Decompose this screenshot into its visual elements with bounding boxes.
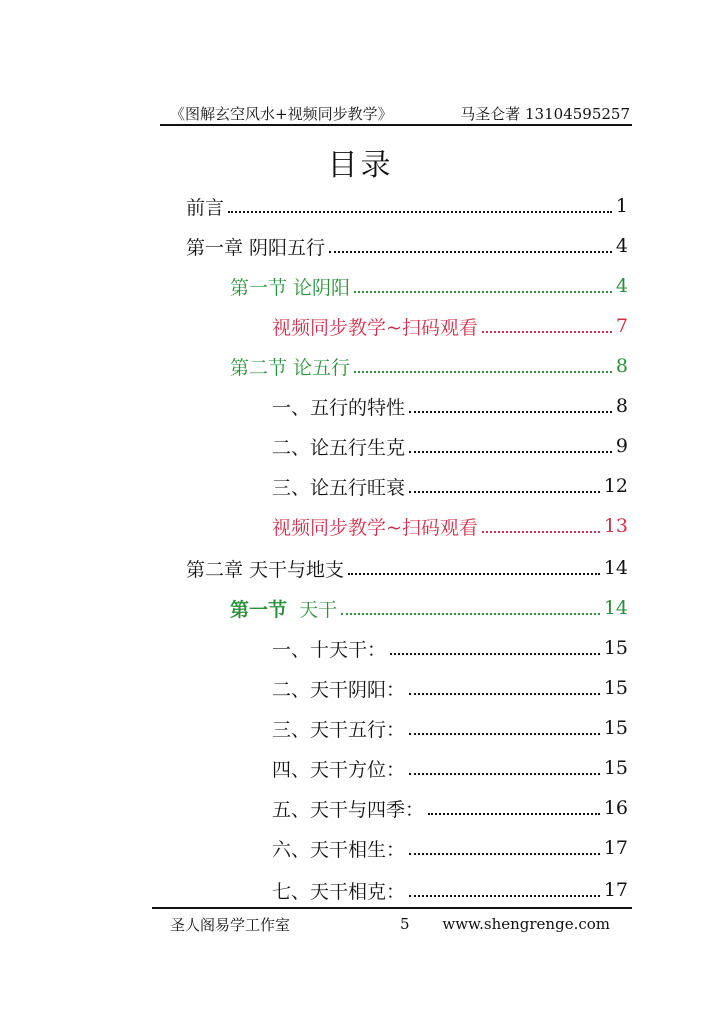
- toc-entry-page: 7: [615, 315, 628, 337]
- toc-entry-video-1[interactable]: [272, 306, 628, 346]
- toc-leader-dots: [409, 451, 612, 453]
- toc-entry-label: 一、五行的特性: [272, 396, 406, 419]
- toc-leader-dots: [409, 895, 600, 897]
- toc-leader-dots: [482, 531, 600, 533]
- toc-leader-dots: [329, 251, 612, 253]
- toc-entry-tiangan-yinyang[interactable]: [272, 668, 628, 708]
- toc-entry-page: 1: [615, 195, 628, 217]
- toc-entry-label: 七、天干相克：: [272, 880, 406, 903]
- toc-entry-page: 15: [603, 757, 628, 779]
- toc-entry-page: 8: [615, 395, 628, 417]
- toc-leader-dots: [228, 211, 612, 213]
- studio-name: 圣人阁易学工作室: [170, 915, 291, 934]
- toc-entry-label: 三、天干五行：: [272, 718, 406, 741]
- toc-leader-dots: [428, 813, 600, 815]
- toc-entry-page: 15: [603, 677, 628, 699]
- toc-entry-page: 8: [615, 355, 628, 377]
- toc-entry-label: 四、天干方位：: [272, 758, 406, 781]
- toc-entry-page: 14: [603, 557, 628, 579]
- toc-entry-label: 二、论五行生克: [272, 436, 406, 459]
- toc-entry-label: 第二节 论五行: [230, 356, 351, 379]
- toc-entry-page: 12: [603, 475, 628, 497]
- page-number: 5: [400, 915, 410, 933]
- toc-entry-label: [230, 595, 339, 622]
- toc-entry-tiangan-siji[interactable]: [272, 788, 628, 828]
- toc-entry-wuxing-shengke[interactable]: [272, 426, 628, 466]
- toc-entry-wuxing-traits[interactable]: [272, 386, 628, 426]
- toc-entry-chapter-1[interactable]: [186, 226, 628, 266]
- footer-rule: [152, 907, 632, 909]
- running-header: [170, 100, 630, 124]
- toc-entry-label: 视频同步教学~扫码观看: [272, 316, 478, 339]
- toc-entry-tiangan-fangwei[interactable]: [272, 748, 628, 788]
- running-footer: [170, 913, 610, 935]
- toc-leader-dots: [409, 411, 612, 413]
- toc-entry-page: 16: [603, 797, 628, 819]
- page-title: 目录: [327, 148, 394, 183]
- toc-entry-tiangan-wuxing[interactable]: [272, 708, 628, 748]
- toc-entry-page: 17: [603, 879, 628, 901]
- toc-leader-dots: [390, 653, 600, 655]
- toc-entry-label: 第一章 阴阳五行: [186, 236, 326, 259]
- toc-leader-dots: [482, 331, 612, 333]
- toc-entry-label: 三、论五行旺衰: [272, 476, 406, 499]
- toc-entry-label: 六、天干相生：: [272, 838, 406, 861]
- toc-leader-dots: [409, 693, 600, 695]
- toc-entry-section-tiangan[interactable]: [230, 588, 628, 628]
- toc-leader-dots: [409, 853, 600, 855]
- toc-entry-label: 五、天干与四季：: [272, 798, 425, 821]
- toc-entry-page: 13: [603, 515, 628, 537]
- toc-entry-page: 4: [615, 235, 628, 257]
- toc-entry-shitiangan[interactable]: [272, 628, 628, 668]
- toc-entry-label: 第一节 论阴阳: [230, 276, 351, 299]
- toc-entry-label: 前言: [186, 196, 225, 219]
- toc-leader-dots: [354, 291, 612, 293]
- toc-entry-label: 一、十天干：: [272, 638, 387, 661]
- toc-entry-wuxing-wangshuai[interactable]: [272, 466, 628, 506]
- toc-entry-label: 第二章 天干与地支: [186, 558, 345, 581]
- toc-entry-section-yinyang[interactable]: [230, 266, 628, 306]
- toc-leader-dots: [409, 733, 600, 735]
- toc-entry-page: 15: [603, 637, 628, 659]
- website-link[interactable]: www.shengrenge.com: [442, 915, 610, 933]
- toc-entry-tiangan-xiangsheng[interactable]: [272, 828, 628, 868]
- toc-entry-page: 14: [603, 597, 628, 619]
- toc-entry-label-rest: 天干: [287, 598, 338, 621]
- toc-entry-video-2[interactable]: [272, 506, 628, 546]
- book-title: 《图解玄空风水+视频同步教学》: [170, 105, 393, 123]
- toc-entry-page: 4: [615, 275, 628, 297]
- toc-entry-tiangan-xiangke[interactable]: [272, 870, 628, 910]
- toc-leader-dots: [354, 371, 612, 373]
- toc-entry-chapter-2[interactable]: [186, 548, 628, 588]
- toc-entry-label-bold: 第一节: [230, 598, 288, 621]
- toc-entry-label: 视频同步教学~扫码观看: [272, 516, 478, 539]
- header-rule: [160, 124, 632, 126]
- toc-leader-dots: [409, 773, 600, 775]
- toc-entry-label: 二、天干阴阳：: [272, 678, 406, 701]
- toc-leader-dots: [341, 613, 600, 615]
- toc-entry-page: 9: [615, 435, 628, 457]
- toc-entry-page: 15: [603, 717, 628, 739]
- author-info: 马圣仑著 13104595257: [460, 105, 630, 123]
- toc-leader-dots: [348, 573, 600, 575]
- toc-entry-preface[interactable]: [186, 186, 628, 226]
- toc-entry-page: 17: [603, 837, 628, 859]
- toc-entry-section-wuxing[interactable]: [230, 346, 628, 386]
- toc-leader-dots: [409, 491, 600, 493]
